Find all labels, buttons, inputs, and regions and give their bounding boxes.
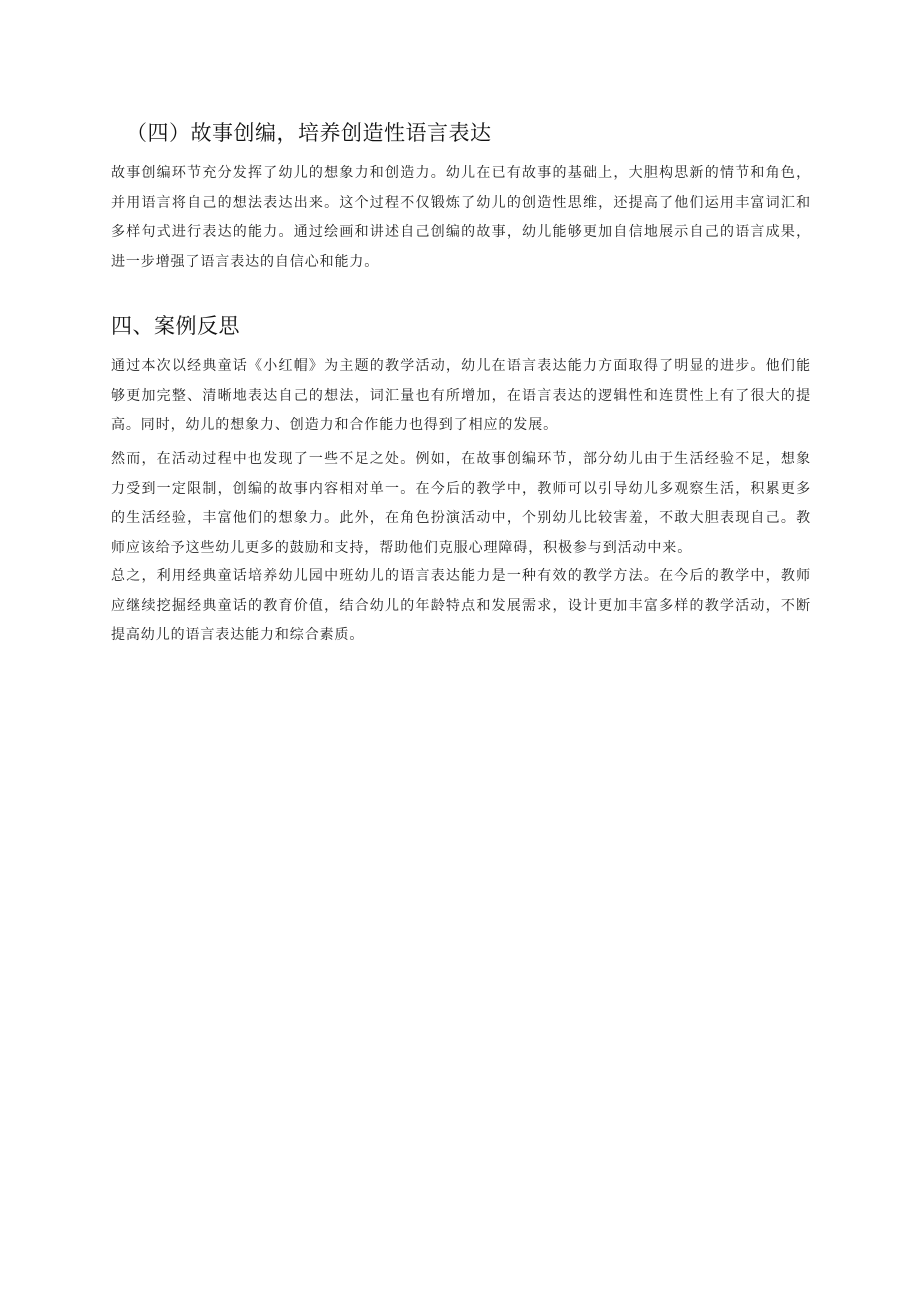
- paragraph-reflection-summary: 总之，利用经典童话培养幼儿园中班幼儿的语言表达能力是一种有效的教学方法。在今后的教学中，教师应继续挖掘经典童话的教育价值，结合幼儿的年龄特点和发展需求，设计更加丰富多样的教学活动，不断提高幼儿的语言表达能力和综合素质。: [111, 568, 811, 643]
- section-heading-story-creation: （四）故事创编，培养创造性语言表达: [126, 121, 492, 145]
- paragraph-reflection-progress: 通过本次以经典童话《小红帽》为主题的教学活动，幼儿在语言表达能力方面取得了明显的进步。他们能够更加完整、清晰地表达自己的想法，词汇量也有所增加，在语言表达的逻辑性和连贯性上有了很大的提高。同时，幼儿的想象力、创造力和合作能力也得到了相应的发展。: [111, 358, 811, 433]
- section-heading-case-reflection: 四、案例反思: [111, 314, 240, 338]
- paragraph-story-creation: 故事创编环节充分发挥了幼儿的想象力和创造力。幼儿在已有故事的基础上，大胆构思新的情节和角色，并用语言将自己的想法表达出来。这个过程不仅锻炼了幼儿的创造性思维，还提高了他们运用丰富词汇和多样句式进行表达的能力。通过绘画和讲述自己创编的故事，幼儿能够更加自信地展示自己的语言成果，进一步增强了语言表达的自信心和能力。: [111, 165, 811, 270]
- paragraph-reflection-shortcomings: 然而，在活动过程中也发现了一些不足之处。例如，在故事创编环节，部分幼儿由于生活经验不足，想象力受到一定限制，创编的故事内容相对单一。在今后的教学中，教师可以引导幼儿多观察生活，积累更多的生活经验，丰富他们的想象力。此外，在角色扮演活动中，个别幼儿比较害羞，不敢大胆表现自己。教师应该给予这些幼儿更多的鼓励和支持，帮助他们克服心理障碍，积极参与到活动中来。: [111, 451, 811, 556]
